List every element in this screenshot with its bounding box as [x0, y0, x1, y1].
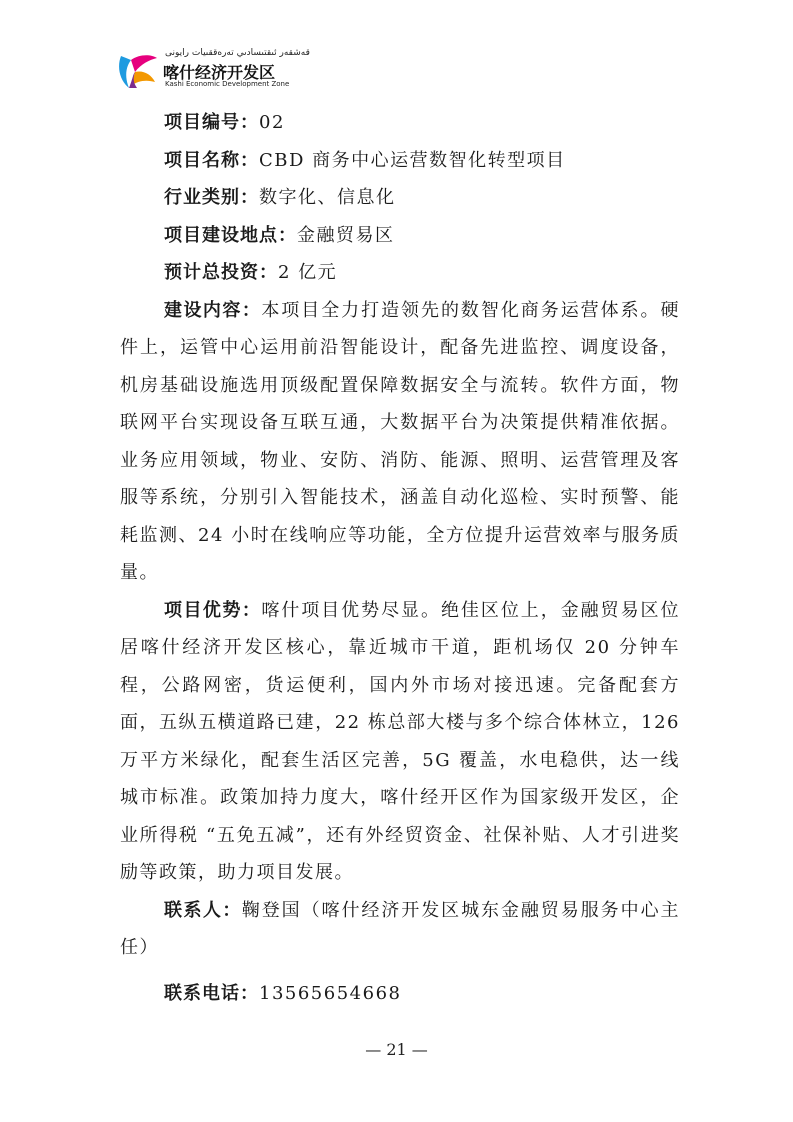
investment-value: 2 亿元	[278, 262, 338, 283]
advantages-label: 项目优势：	[164, 599, 262, 621]
contact-person-label: 联系人：	[164, 899, 242, 921]
contact-phone-row	[120, 975, 680, 1013]
advantages-paragraph	[120, 592, 680, 892]
header-logo	[115, 44, 310, 94]
contact-person-paragraph	[120, 892, 680, 967]
industry-row	[120, 179, 680, 217]
contact-phone-label: 联系电话：	[164, 982, 259, 1004]
logo-uyghur-text: قەشقەر ئىقتىسادىي تەرەققىيات رايونى	[165, 48, 310, 58]
industry-value: 数字化、信息化	[259, 187, 396, 208]
industry-label: 行业类别：	[164, 187, 259, 208]
location-label: 项目建设地点：	[164, 224, 297, 246]
contact-phone-value: 13565654668	[259, 982, 402, 1004]
project-number-value: 02	[259, 112, 285, 133]
contact-person-value: 鞠登国（喀什经济开发区城东金融贸易服务中心主任）	[120, 899, 681, 958]
investment-label: 预计总投资：	[164, 262, 278, 283]
logo-english-text: Kashi Economic Development Zone	[165, 80, 290, 88]
project-number-row	[120, 104, 680, 142]
project-name-row	[120, 142, 680, 180]
project-number-label: 项目编号：	[164, 112, 259, 133]
advantages-text: 喀什项目优势尽显。绝佳区位上，金融贸易区位居喀什经济开发区核心，靠近城市干道，距机场仅 20 分钟车程，公路网密，货运便利，国内外市场对接迅速。完备配套方面，五纵五横道路已建，22 栋总部大楼与多个综合体林立，126 万平方米绿化，配套生活区完善，5G 覆盖，水电稳供，达一线城市标准。政策加持力度大，喀什经开区作为国家级开发区，企业所得税 “五免五减”，还有外经贸资金、社保补贴、人才引进奖励等政策，助力项目发展。	[120, 599, 681, 883]
investment-row	[120, 254, 680, 292]
logo-chinese-text: 喀什经济开发区	[163, 63, 276, 82]
page-number: — 21 —	[365, 1040, 428, 1059]
location-value: 金融贸易区	[297, 224, 395, 246]
kashi-logo-icon	[115, 48, 159, 92]
location-row	[120, 217, 680, 255]
project-name-value: CBD 商务中心运营数智化转型项目	[259, 149, 566, 171]
construction-paragraph	[120, 292, 680, 592]
project-name-label: 项目名称：	[164, 149, 259, 171]
construction-text: 本项目全力打造领先的数智化商务运营体系。硬件上，运管中心运用前沿智能设计，配备先进监控、调度设备，机房基础设施选用顶级配置保障数据安全与流转。软件方面，物联网平台实现设备互联互通，大数据平台为决策提供精准依据。业务应用领域，物业、安防、消防、能源、照明、运营管理及客服等系统，分别引入智能技术，涵盖自动化巡检、实时预警、能耗监测、24 小时在线响应等功能，全方位提升运营效率与服务质量。	[120, 299, 681, 583]
document-body	[120, 104, 680, 1012]
construction-label: 建设内容：	[164, 299, 262, 321]
